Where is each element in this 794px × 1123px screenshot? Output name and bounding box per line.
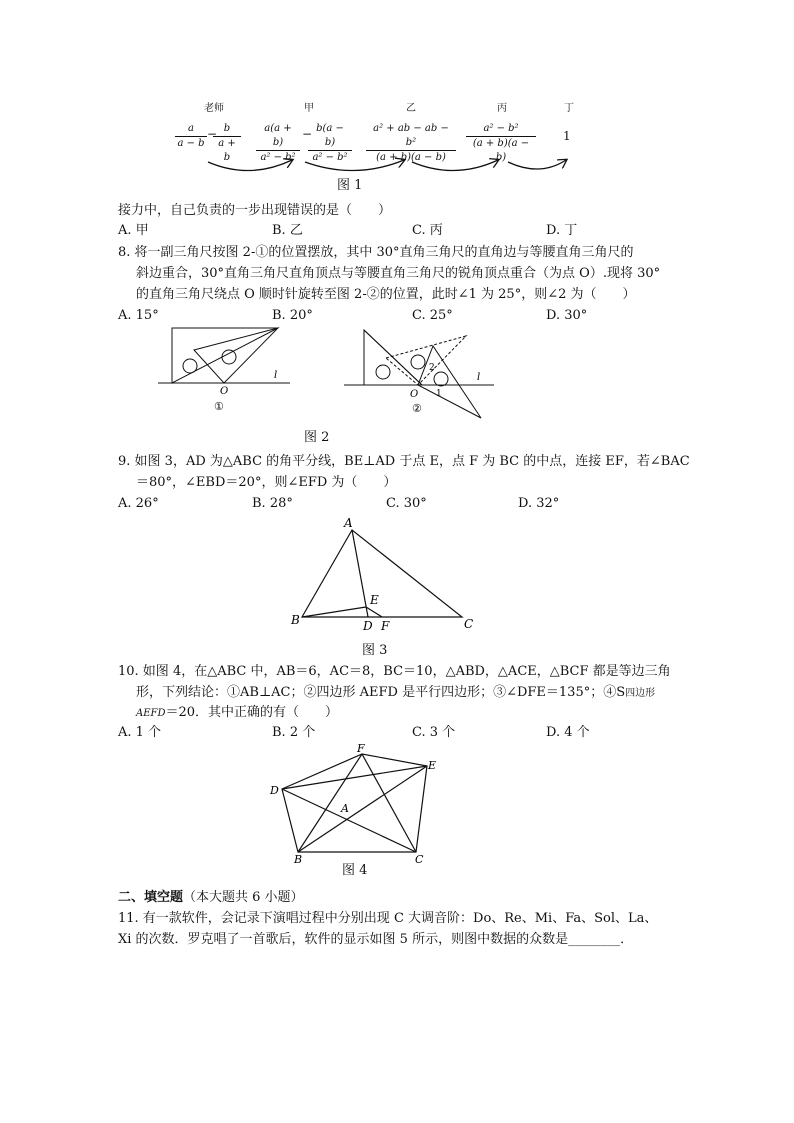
q10-line-1: 10. 如图 4，在△ABC 中，AB＝6，AC＝8，BC＝10，△ABD，△ACE，△BCF 都是等边三角 [118,664,671,679]
q10-line-2-text: 形，下列结论：①AB⊥AC；②四边形 AEFD 是平行四边形；③∠DFE＝135°；④S [136,685,626,700]
q8-option-a: A. 15° [118,308,159,323]
q7-option-b: B. 乙 [272,223,303,238]
fig2-label-l2: l [477,372,481,383]
fig1-jia-fraction-2: $\frac{b(a - b)}{\text{a² − b²}}$ [308,122,352,165]
q8-option-d: D. 30° [546,308,588,323]
q10-option-a: A. 1 个 [118,725,162,740]
fig1-arrow-bing-to-ding [508,160,566,169]
fig1-yi-fraction: $\frac{\text{a² + ab − ab − b²}}{(a + b)(a - b)}$ [366,122,456,165]
q11-line-1: 11. 有一款软件，会记录下演唱过程中分别出现 C 大调音阶：Do、Re、Mi、Fa、Sol、La、 [118,911,658,926]
q9-line-1: 9. 如图 3，AD 为△ABC 的角平分线，BE⊥AD 于点 E，点 F 为 BC 的中点，连接 EF，若∠BAC [118,454,690,469]
q10-line-2 [136,683,655,704]
q8-line-2: 斜边重合，30°直角三角尺直角顶点与等腰直角三角尺的锐角顶点重合（为点 O）.现将 30° [136,266,661,281]
fig2-label-o2: O [410,389,419,400]
q10-area-subscript-a: 四边形 [625,688,656,699]
fig3-label-a: A [344,516,353,530]
q9-line-2: ＝80°，∠EBD＝20°，则∠EFD 为（ ） [136,475,397,490]
fig3-label-f: F [381,619,390,633]
section-2-heading [118,888,304,908]
fig1-teacher-fraction-2: $\frac{b}{a + b}$ [213,122,241,165]
q9-option-a: A. 26° [118,496,159,511]
fig1-header-bing: 丙 [497,103,507,114]
q11-line-2: Xi 的次数．罗克唱了一首歌后，软件的显示如图 5 所示，则图中数据的众数是________． [118,932,634,947]
q10-line-3-text: ＝20．其中正确的有（ ） [165,705,339,720]
q8-option-c: C. 25° [412,308,453,323]
fig4-label-d: D [270,784,279,797]
fig3-triangle-diagram [280,512,480,637]
fig1-header-jia: 甲 [304,103,314,114]
q7-option-a: A. 甲 [118,223,149,238]
fig1-header-ding: 丁 [564,103,574,114]
q7-option-c: C. 丙 [412,223,443,238]
fig2-label-l1: l [274,370,278,381]
fig1-header-teacher: 老师 [204,103,224,114]
fig2-label-o1: O [220,386,229,397]
q8-option-b: B. 20° [272,308,313,323]
fig1-jia-fraction-1: $\frac{a(a + b)}{\text{a² − b²}}$ [256,122,300,165]
fig3-caption: 图 3 [362,643,388,658]
fig4-label-e: E [428,759,437,772]
q8-line-3: 的直角三角尺绕点 O 顺时针旋转至图 2-②的位置，此时∠1 为 25°，则∠2 为（ ） [136,287,636,302]
fig2-label-angle-1: 1 [436,389,442,399]
fig4-caption: 图 4 [342,863,368,878]
q10-option-d: D. 4 个 [546,725,590,740]
fig1-header-yi: 乙 [406,103,416,114]
fig1-teacher-fraction-1: $\frac{a}{a - b}$ [175,122,207,151]
q9-option-b: B. 28° [252,496,293,511]
q10-line-3 [136,703,338,724]
fig3-label-d: D [363,619,373,633]
fig1-relay-arrows [0,0,794,200]
fig4-label-a: A [341,802,349,815]
fig4-label-f: F [357,742,365,755]
fig2-part-1 [158,328,290,413]
fig2-part-2 [344,330,494,418]
fig2-caption: 图 2 [304,430,330,445]
fig4-label-c: C [415,853,424,866]
fig2-label-circled-2: ② [412,402,422,415]
q9-option-c: C. 30° [386,496,427,511]
fig3-label-e: E [370,593,379,607]
fig1-jia-operator: − [302,127,313,141]
fig1-arrow-jia-to-yi [305,160,404,171]
fig1-teacher-operator: − [207,127,218,141]
fig4-label-b: B [294,853,303,866]
section-2-title: 二、填空题 [118,890,184,905]
fig2-label-angle-2: 2 [429,363,435,373]
fig3-label-b: B [291,613,300,627]
q7-option-d: D. 丁 [546,223,578,238]
fig2-label-circled-1: ① [214,400,224,413]
fig1-ding-result: 1 [563,129,571,143]
q10-option-c: C. 3 个 [412,725,456,740]
q10-area-subscript-b: AEFD [136,708,166,719]
fig3-label-c: C [464,617,474,631]
q9-option-d: D. 32° [518,496,560,511]
q7-stem: 接力中，自己负责的一步出现错误的是（ ） [118,203,392,218]
q10-option-b: B. 2 个 [272,725,316,740]
fig4-quadrilateral-diagram [262,742,452,867]
fig1-arrow-yi-to-bing [412,160,498,171]
fig1-caption: 图 1 [337,178,363,193]
fig2-diagram [150,322,500,422]
section-2-note: （本大题共 6 小题） [183,890,304,905]
q8-line-1: 8. 将一副三角尺按图 2-①的位置摆放，其中 30°直角三角尺的直角边与等腰直角三角尺的 [118,245,634,260]
fig1-arrow-teacher-to-jia [208,160,292,171]
fig1-bing-fraction: $\frac{\text{a² − b²}}{(a + b)(a - b)}$ [466,122,536,165]
